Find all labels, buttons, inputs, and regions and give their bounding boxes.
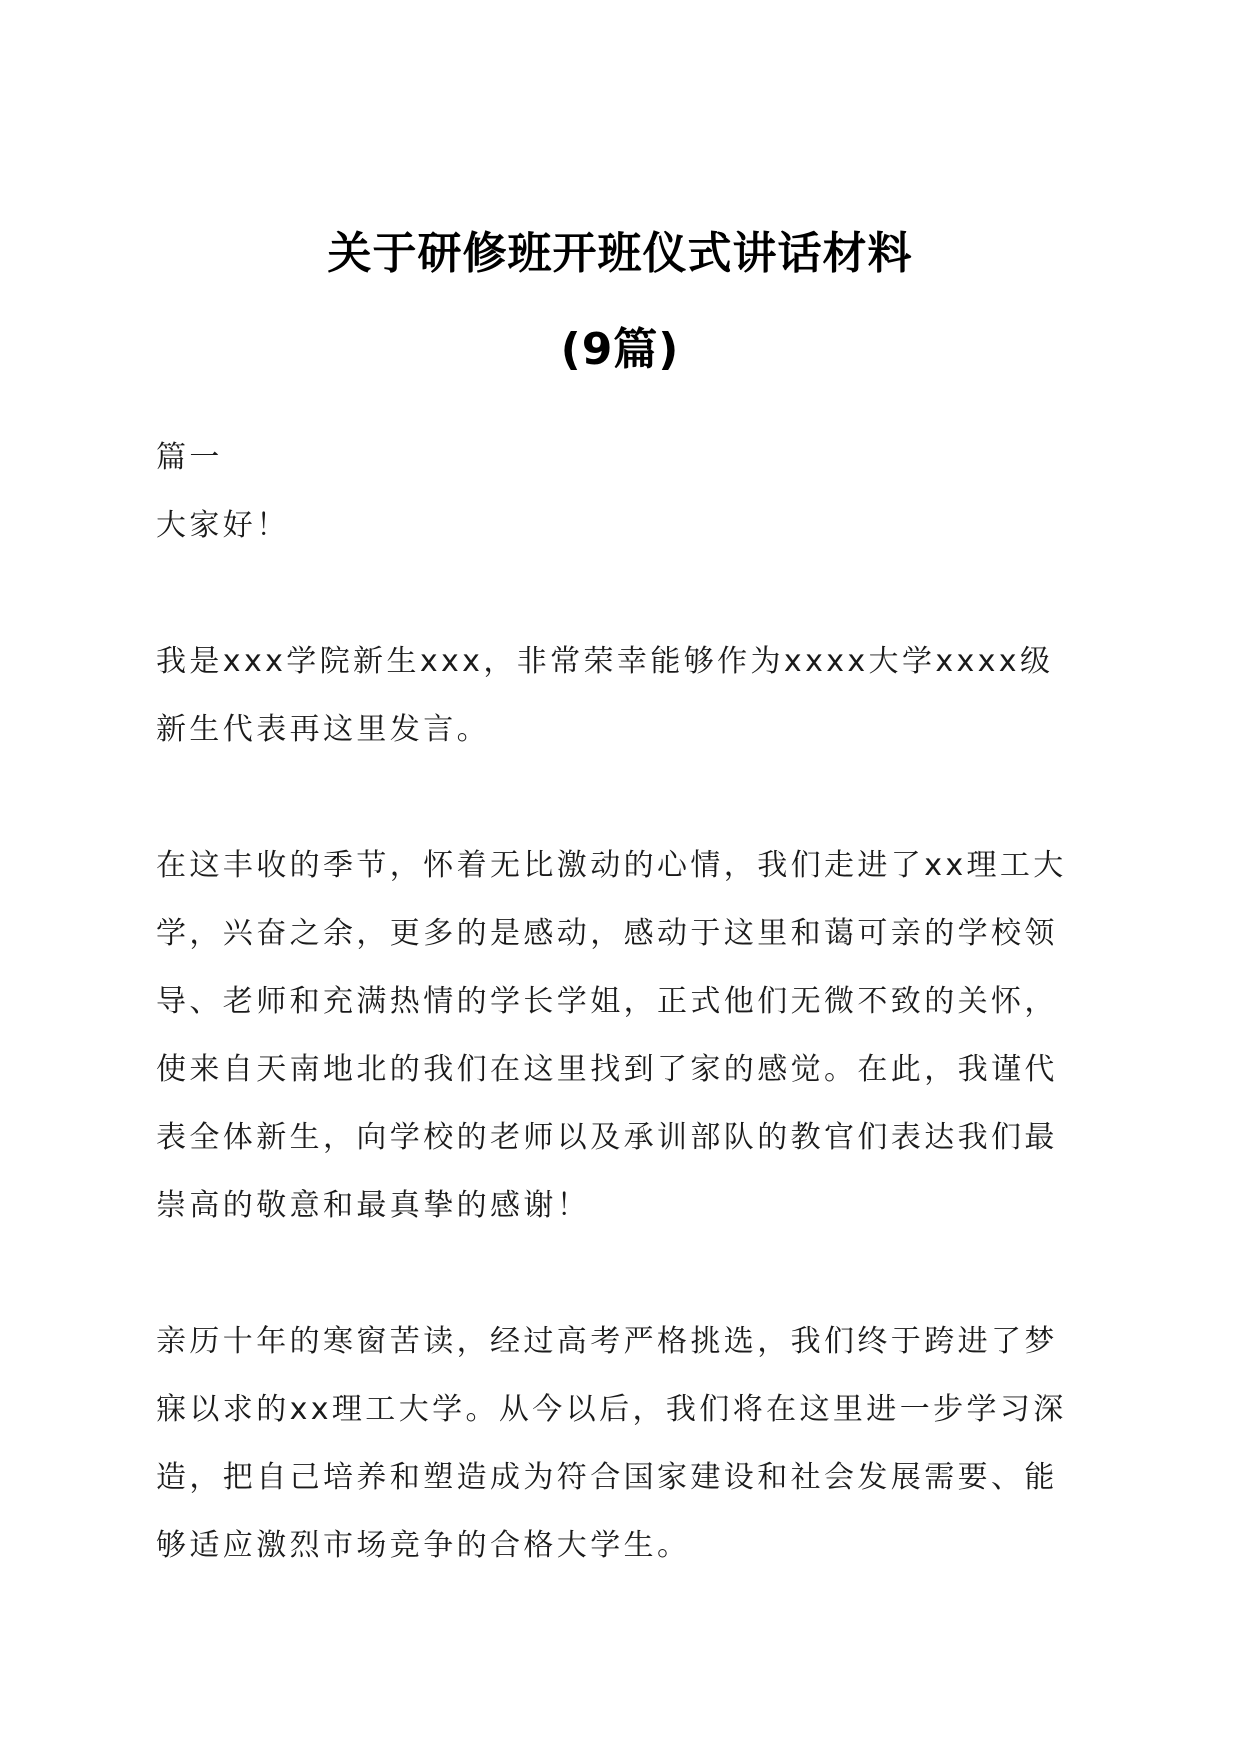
paragraph-2: 在这丰收的季节，怀着无比激动的心情，我们走进了xx理工大学，兴奋之余，更多的是感动，感动于这里和蔼可亲的学校领导、老师和充满热情的学长学姐，正式他们无微不致的关怀，使来自天南地北的我们在这里找到了家的感觉。在此，我谨代表全体新生，向学校的老师以及承训部队的教官们表达我们最崇高的敬意和最真挚的感谢！ — [156, 848, 1067, 1223]
document-body — [156, 424, 1084, 1580]
paragraph-3: 亲历十年的寒窗苦读，经过高考严格挑选，我们终于跨进了梦寐以求的xx理工大学。从今以后，我们将在这里进一步学习深造，把自己培养和塑造成为符合国家建设和社会发展需要、能够适应激烈市场竞争的合格大学生。 — [156, 1324, 1067, 1563]
section-label: 篇一 — [156, 440, 223, 475]
greeting: 大家好！ — [156, 508, 290, 543]
document-title: 关于研修班开班仪式讲话材料 — [327, 228, 913, 279]
document-subtitle: (9篇) — [560, 324, 680, 375]
paragraph-1: 我是xxx学院新生xxx，非常荣幸能够作为xxxx大学xxxx级新生代表再这里发言。 — [156, 644, 1054, 747]
